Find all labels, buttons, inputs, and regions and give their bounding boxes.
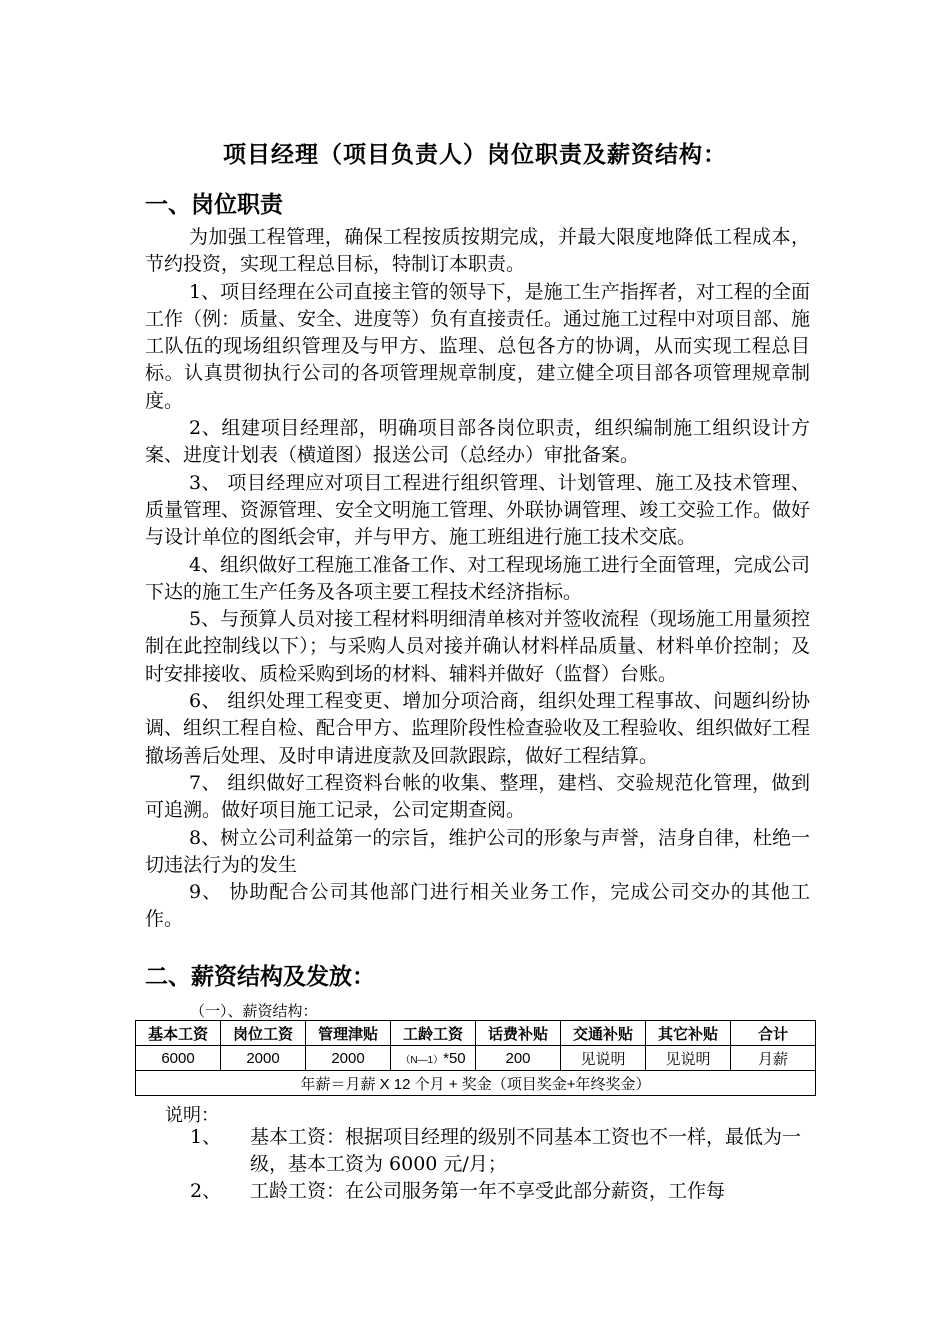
salary-structure-subheading: （一）、薪资结构：: [190, 1002, 318, 1020]
header-phone-allowance: 话费补贴: [476, 1021, 561, 1046]
duty-item-1: 1、项目经理在公司直接主管的领导下，是施工生产指挥者，对工程的全面工作（例：质量、安全、进度等）负有直接责任。通过施工过程中对项目部、施工队伍的现场组织管理及与甲方、监理、总包各方的协调，从而实现工程总目标。认真贯彻执行公司的各项管理规章制度，建立健全项目部各项管理规章制度。: [145, 280, 811, 412]
salary-table-header-row: [136, 1021, 816, 1046]
header-position-salary: 岗位工资: [221, 1021, 306, 1046]
note-number: 2、: [190, 1180, 222, 1202]
seniority-formula-prefix: （N—1）: [400, 1054, 444, 1066]
note-item-1: [190, 1124, 810, 1178]
notes-label: 说明：: [165, 1105, 219, 1126]
seniority-formula-value: *50: [443, 1049, 466, 1067]
header-management-allowance: 管理津贴: [306, 1021, 391, 1046]
salary-table-footer-row: [136, 1071, 816, 1096]
header-total: 合计: [731, 1021, 816, 1046]
cell-position-salary: 2000: [221, 1046, 306, 1071]
duty-item-8: 8、树立公司利益第一的宗旨，维护公司的形象与声誉，洁身自律，杜绝一切违法行为的发生: [145, 826, 810, 876]
document-title: 项目经理（项目负责人）岗位职责及薪资结构：: [223, 142, 727, 168]
cell-transport-allowance: 见说明: [561, 1046, 646, 1071]
duties-intro-paragraph: 为加强工程管理，确保工程按质按期完成，并最大限度地降低工程成本，节约投资，实现工程总目标，特制订本职责。: [145, 226, 810, 276]
annual-salary-formula: 年薪＝月薪 X 12 个月 + 奖金（项目奖金+年终奖金）: [136, 1071, 816, 1096]
cell-other-allowance: 见说明: [646, 1046, 731, 1071]
section-heading-salary: 二、薪资结构及发放：: [145, 964, 375, 990]
note-number: 1、: [190, 1126, 222, 1148]
note-item-2: [190, 1178, 810, 1205]
duty-item-6: 6、 组织处理工程变更、增加分项洽商，组织处理工程事故、问题纠纷协调、组织工程自检、配合甲方、监理阶段性检查验收及工程验收、组织做好工程撤场善后处理、及时申请进度款及回款跟踪，做好工程结算。: [145, 690, 811, 767]
cell-seniority-salary: [391, 1046, 476, 1071]
cell-total: 月薪: [731, 1046, 816, 1071]
cell-phone-allowance: 200: [476, 1046, 561, 1071]
header-seniority-salary: 工龄工资: [391, 1021, 476, 1046]
salary-table: [135, 1020, 816, 1096]
cell-basic-salary: 6000: [136, 1046, 221, 1071]
section-heading-duties: 一、岗位职责: [145, 192, 283, 218]
duty-item-4: 4、组织做好工程施工准备工作、对工程现场施工进行全面管理，完成公司下达的施工生产任务及各项主要工程技术经济指标。: [145, 553, 810, 603]
header-other-allowance: 其它补贴: [646, 1021, 731, 1046]
duties-body: [145, 224, 810, 934]
salary-table-row: [136, 1046, 816, 1071]
duty-item-5: 5、与预算人员对接工程材料明细清单核对并签收流程（现场施工用量须控制在此控制线以下）；与采购人员对接并确认材料样品质量、材料单价控制；及时安排接收、质检采购到场的材料、辅料并做好（监督）台账。: [145, 608, 810, 685]
note-text: 基本工资：根据项目经理的级别不同基本工资也不一样，最低为一级，基本工资为 6000 元/月；: [250, 1126, 802, 1175]
cell-management-allowance: 2000: [306, 1046, 391, 1071]
duty-item-3: 3、 项目经理应对项目工程进行组织管理、计划管理、施工及技术管理、质量管理、资源管理、安全文明施工管理、外联协调管理、竣工交验工作。做好与设计单位的图纸会审，并与甲方、施工班组进行施工技术交底。: [145, 471, 811, 549]
header-transport-allowance: 交通补贴: [561, 1021, 646, 1046]
header-basic-salary: 基本工资: [136, 1021, 221, 1046]
duty-item-7: 7、 组织做好工程资料台帐的收集、整理，建档、交验规范化管理，做到可追溯。做好项目施工记录，公司定期查阅。: [145, 771, 810, 822]
note-text: 工龄工资：在公司服务第一年不享受此部分薪资，工作每: [250, 1180, 726, 1202]
duty-item-9: 9、 协助配合公司其他部门进行相关业务工作，完成公司交办的其他工作。: [145, 881, 810, 931]
duty-item-2: 2、组建项目经理部，明确项目部各岗位职责，组织编制施工组织设计方案、进度计划表（横道图）报送公司（总经办）审批备案。: [145, 417, 810, 467]
